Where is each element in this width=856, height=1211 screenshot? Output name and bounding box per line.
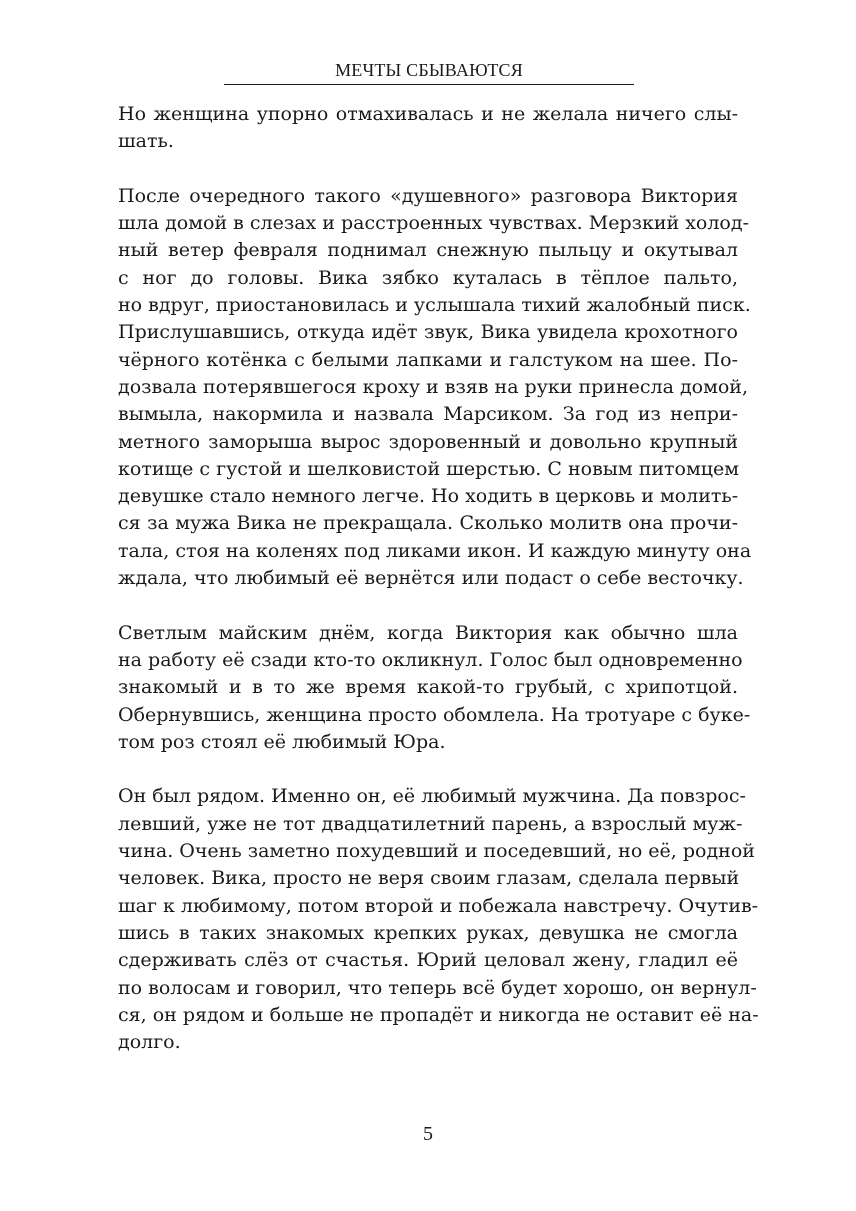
- text-line: ждала, что любимый её вернётся или подаст о себе весточку.: [118, 567, 744, 590]
- text-line: по волосам и говорил, что теперь всё будет хорошо, он вернул-: [118, 976, 757, 999]
- page-number: [0, 1123, 856, 1146]
- text-line: том роз стоял её любимый Юра.: [118, 730, 446, 753]
- text-line: знакомый и в то же время какой-то грубый, с хрипотцой.: [118, 676, 738, 699]
- book-title: МЕЧТЫ СБЫВАЮТСЯ: [335, 60, 523, 80]
- text-line: но вдруг, приостановилась и услышала тихий жалобный писк.: [118, 294, 751, 317]
- text-line: шись в таких знакомых крепких руках, девушка не смогла: [118, 921, 738, 944]
- page-number-value: 5: [423, 1123, 433, 1145]
- text-line: дозвала потерявшегося кроху и взяв на руки принесла домой,: [118, 375, 749, 398]
- running-header: [224, 58, 634, 85]
- text-line: на работу её сзади кто-то окликнул. Голос был одновременно: [118, 648, 743, 671]
- text-line: Но женщина упорно отмахивалась и не желала ничего слы-: [118, 103, 738, 125]
- text-line: тала, стоя на коленях под ликами икон. И каждую минуту она: [118, 539, 752, 562]
- text-line: Обернувшись, женщина просто обомлела. На тротуаре с буке-: [118, 703, 751, 726]
- text-line: ся за мужа Вика не прекращала. Сколько молитв она прочи-: [118, 512, 738, 535]
- text-line: ся, он рядом и больше не пропадёт и никогда не оставит её на-: [118, 1003, 759, 1026]
- text-line: человек. Вика, просто не веря своим глазам, сделала первый: [118, 867, 740, 890]
- body-text: [118, 101, 759, 1084]
- paragraph: [118, 620, 751, 756]
- text-line: чина. Очень заметно похудевший и поседевший, но её, родной: [118, 840, 755, 863]
- text-line: шаг к любимому, потом второй и побежала навстречу. Очутив-: [118, 894, 759, 917]
- text-line: левший, уже не тот двадцатилетний парень, а взрослый муж-: [118, 812, 743, 835]
- text-line: Прислушавшись, откуда идёт звук, Вика увидела крохотного: [118, 321, 738, 344]
- paragraph: [118, 101, 738, 156]
- paragraph: [118, 183, 752, 592]
- text-line: долго.: [118, 1031, 181, 1054]
- text-line: шать.: [118, 130, 174, 153]
- text-line: шла домой в слезах и расстроенных чувствах. Мерзкий холод-: [118, 212, 749, 235]
- text-line: метного заморыша вырос здоровенный и довольно крупный: [118, 430, 738, 453]
- text-line: Светлым майским днём, когда Виктория как обычно шла: [118, 621, 738, 644]
- text-line: чёрного котёнка с белыми лапками и галстуком на шее. По-: [118, 348, 738, 371]
- text-line: девушке стало немного легче. Но ходить в церковь и молить-: [118, 485, 739, 508]
- text-line: ный ветер февраля поднимал снежную пыльцу и окутывал: [118, 239, 738, 262]
- text-line: сдерживать слёз от счастья. Юрий целовал жену, гладил её: [118, 949, 738, 972]
- text-line: Он был рядом. Именно он, её любимый мужчина. Да повзрос-: [118, 785, 746, 808]
- text-line: После очередного такого «душевного» разговора Виктория: [118, 184, 738, 207]
- paragraph: [118, 783, 759, 1056]
- text-line: с ног до головы. Вика зябко куталась в тёплое пальто,: [118, 266, 738, 289]
- text-line: котище с густой и шелковистой шерстью. С новым питомцем: [118, 457, 739, 480]
- text-line: вымыла, накормила и назвала Марсиком. За год из непри-: [118, 403, 738, 426]
